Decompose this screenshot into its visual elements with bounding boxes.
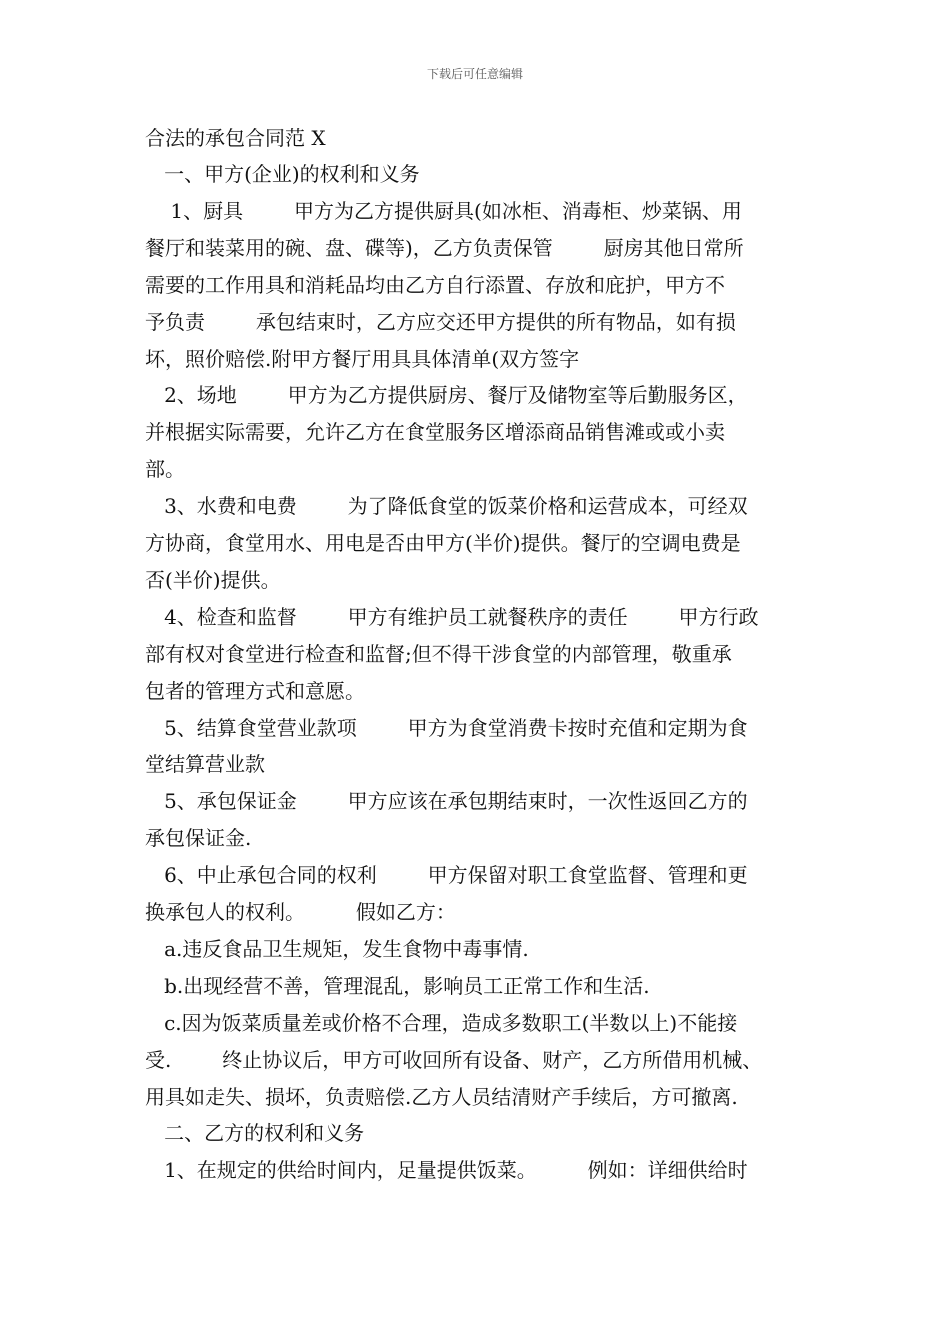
body-line: 4、检查和监督 甲方有维护员工就餐秩序的责任 甲方行政 — [145, 604, 759, 629]
body-line: 二、乙方的权利和义务 — [145, 1121, 365, 1146]
body-line: 3、水费和电费 为了降低食堂的饭菜价格和运营成本，可经双 — [145, 494, 748, 519]
body-line: a.违反食品卫生规矩，发生食物中毒事情. — [145, 936, 529, 961]
body-line: 1、在规定的供给时间内，足量提供饭菜。 例如：详细供给时 — [145, 1158, 748, 1183]
body-line: 部有权对食堂进行检查和监督;但不得干涉食堂的内部管理，敬重承 — [145, 641, 732, 666]
body-line: 坏，照价赔偿.附甲方餐厅用具具体清单(双方签字 — [145, 346, 580, 371]
body-line: 用具如走失、损坏，负责赔偿.乙方人员结清财产手续后，方可撤离. — [145, 1084, 738, 1109]
body-line: 方协商，食堂用水、用电是否由甲方(半价)提供。餐厅的空调电费是 — [145, 531, 741, 555]
body-line: 餐厅和装菜用的碗、盘、碟等)，乙方负责保管 厨房其他日常所 — [145, 235, 744, 260]
body-line: 2、场地 甲方为乙方提供厨房、餐厅及储物室等后勤服务区， — [145, 383, 748, 408]
body-line: 否(半价)提供。 — [145, 567, 281, 592]
body-line: 1、厨具 甲方为乙方提供厨具(如冰柜、消毒柜、炒菜锅、用 — [145, 198, 742, 223]
body-line: 部。 — [145, 457, 185, 482]
body-line: c.因为饭菜质量差或价格不合理，造成多数职工(半数以上)不能接 — [145, 1010, 738, 1035]
body-line: 并根据实际需要，允许乙方在食堂服务区增添商品销售滩或或小卖 — [145, 420, 725, 445]
body-line: 一、甲方(企业)的权利和义务 — [145, 162, 420, 186]
document-title: 合法的承包合同范 X — [145, 126, 326, 150]
body-line: b.出现经营不善，管理混乱，影响员工正常工作和生活. — [145, 973, 650, 998]
body-line: 需要的工作用具和消耗品均由乙方自行添置、存放和庇护，甲方不 — [145, 272, 725, 297]
body-line: 堂结算营业款 — [145, 752, 265, 777]
body-line: 包者的管理方式和意愿。 — [145, 678, 365, 703]
body-line: 换承包人的权利。 假如乙方： — [145, 900, 456, 924]
body-line: 5、结算食堂营业款项 甲方为食堂消费卡按时充值和定期为食 — [145, 715, 748, 740]
body-line: 予负责 承包结束时，乙方应交还甲方提供的所有物品，如有损 — [145, 309, 736, 334]
page-header: 下载后可任意编辑 — [426, 67, 523, 81]
body-line: 5、承包保证金 甲方应该在承包期结束时，一次性返回乙方的 — [145, 789, 748, 814]
body-line: 6、中止承包合同的权利 甲方保留对职工食堂监督、管理和更 — [145, 863, 748, 888]
body-line: 受. 终止协议后，甲方可收回所有设备、财产，乙方所借用机械、 — [145, 1047, 763, 1072]
body-line: 承包保证金. — [145, 826, 252, 851]
